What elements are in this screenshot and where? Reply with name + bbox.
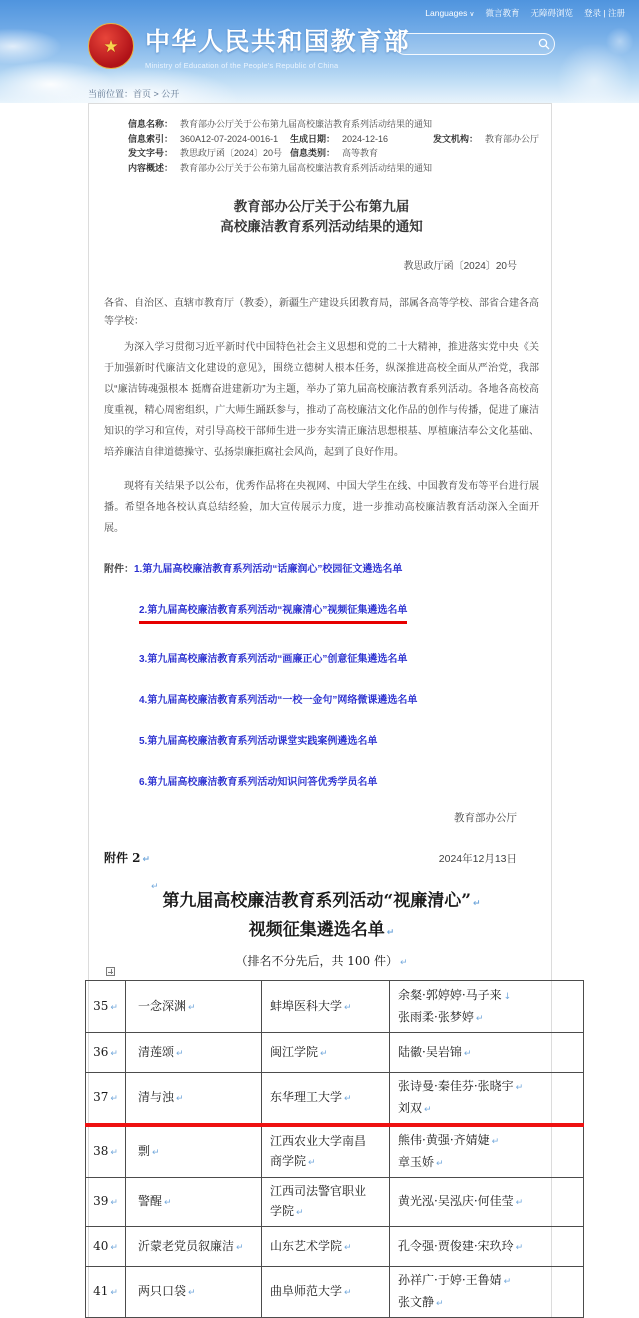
cell-mark: ↵ bbox=[176, 1094, 184, 1104]
cell-mark: ↵ bbox=[344, 1002, 352, 1013]
winners-table bbox=[85, 980, 584, 1318]
cell-mark: ↵ bbox=[152, 1148, 160, 1158]
attachment2-title: 第九届高校廉洁教育系列活动“视廉清心” ↵ 视频征集遴选名单 ↵ bbox=[162, 891, 481, 940]
attachment-list bbox=[104, 560, 539, 788]
cell-mark: ↵ bbox=[344, 1094, 352, 1104]
table-row: 40 ↵ 沂蒙老党员叙廉洁 ↵ 山东艺术学院 ↵ 孔令强·贾俊建·宋玖玲 ↵ bbox=[86, 1227, 584, 1267]
table-row: 38 ↵ 剽 ↵ 江西农业大学南昌 商学院 ↵ 熊伟·黄强·齐婧婕 ↵ 章玉娇 ↵ bbox=[86, 1125, 584, 1178]
notice-doc-number: 教思政厅函〔2024〕20号 bbox=[403, 261, 517, 272]
brand bbox=[88, 22, 410, 70]
attachment2-label: 附件 2 ↵ bbox=[104, 851, 151, 865]
meta-category-label: 信息类别： bbox=[290, 148, 336, 158]
emblem-star-icon: ★ bbox=[103, 36, 119, 56]
attachment-link-1[interactable]: 1.第九届高校廉洁教育系列活动“话廉润心”校园征文遴选名单 bbox=[134, 564, 403, 575]
search-input[interactable] bbox=[395, 34, 534, 54]
cell-mark: ↵ bbox=[515, 1198, 524, 1208]
breadcrumb-home-link[interactable]: 首页 bbox=[133, 89, 152, 99]
paragraph-mark: ↵ bbox=[473, 899, 481, 909]
languages-label: Languages bbox=[425, 8, 468, 18]
cell-mark: ↵ bbox=[296, 1208, 304, 1218]
auth-divider: | bbox=[603, 8, 606, 18]
cell-mark: ↵ bbox=[308, 1158, 316, 1168]
attachment-link-5[interactable]: 5.第九届高校廉洁教育系列活动课堂实践案例遴选名单 bbox=[139, 736, 378, 747]
notice-paragraph-2: 现将有关结果予以公布，优秀作品将在央视网、中国大学生在线、中国教育发布等平台进行展播。希望各地各校认真总结经验，加大宣传展示力度，进一步推动高校廉洁教育活动深入全面开展。 bbox=[104, 481, 539, 534]
document-meta bbox=[128, 117, 539, 175]
cell-mark: ↵ bbox=[424, 1105, 432, 1115]
notice-signer: 教育部办公厅 bbox=[454, 812, 517, 824]
cell-mark: ↵ bbox=[463, 1048, 472, 1059]
cell-mark: ↵ bbox=[188, 1288, 196, 1298]
paragraph-mark: ↵ bbox=[151, 882, 159, 892]
site-title: 中华人民共和国教育部 bbox=[145, 28, 411, 56]
meta-name-value: 教育部办公厅关于公布第九届高校廉洁教育系列活动结果的通知 bbox=[180, 119, 433, 129]
cell-mark: ↵ bbox=[110, 1002, 118, 1013]
cell-mark: ↵ bbox=[110, 1094, 118, 1104]
attachment-link-2[interactable] bbox=[139, 601, 539, 624]
cell-mark: ↵ bbox=[236, 1242, 244, 1253]
notice-paragraph-1: 为深入学习贯彻习近平新时代中国特色社会主义思想和党的二十大精神，推进落实党中央《关于加强新时代廉洁文化建设的意见》，围绕立德树人根本任务，纵深推进高校全面从严治党，我部以“廉洁铸魂强根本 挺膺奋进建新功”为主题，举办了第九届高校廉洁教育系列活动。各地各高校高度重视，精心周密组织，广大师生踊跃参与，推动了高校廉洁文化作品的创作与传播，促进了廉洁知识的学习和宣传，对引导高校干部师生进一步夯实清正廉洁思想根基、厚植廉洁奉公文化基础、培养廉洁自律道德操守、弘扬崇廉拒腐社会风尚，起到了良好作用。 bbox=[104, 342, 539, 458]
cell-mark: ↵ bbox=[110, 1288, 118, 1298]
meta-category-value: 高等教育 bbox=[342, 148, 379, 158]
attachment-link-6[interactable]: 6.第九届高校廉洁教育系列活动知识问答优秀学员名单 bbox=[139, 777, 378, 788]
site-header bbox=[0, 0, 639, 103]
table-row-highlighted: 37 ↵ 清与浊 ↵ 东华理工大学 ↵ 张诗曼·秦佳芬·张晓宇 ↵ 刘双 ↵ bbox=[86, 1073, 584, 1126]
cell-mark: ↵ bbox=[515, 1242, 524, 1253]
notice-date: 2024年12月13日 bbox=[438, 853, 517, 865]
table-row: 41 ↵ 两只口袋 ↵ 曲阜师范大学 ↵ 孙祥广·于婷·王鲁婧 ↵ 张文静 ↵ bbox=[86, 1267, 584, 1318]
site-title-en: Ministry of Education of the People's Republic of China bbox=[145, 61, 339, 70]
winners-table-wrap bbox=[85, 980, 583, 1318]
login-link[interactable]: 登录 bbox=[584, 8, 602, 18]
notice-salutation: 各省、自治区、直辖市教育厅（教委），新疆生产建设兵团教育局，部属各高等学校、部省合建各高等学校： bbox=[104, 298, 539, 327]
cell-mark: ↵ bbox=[110, 1148, 118, 1158]
meta-docno-label: 发文字号： bbox=[128, 148, 174, 158]
cell-mark: ↵ bbox=[344, 1288, 352, 1298]
breadcrumb bbox=[88, 87, 179, 100]
cell-mark: ↵ bbox=[344, 1242, 352, 1253]
meta-gendate-value: 2024-12-16 bbox=[341, 133, 389, 144]
meta-summary-value: 教育部办公厅关于公布第九届高校廉洁教育系列活动结果的通知 bbox=[180, 162, 433, 173]
search-icon[interactable] bbox=[534, 38, 554, 50]
document-panel bbox=[88, 103, 552, 1318]
notice-title: 教育部办公厅关于公布第九届 高校廉洁教育系列活动结果的通知 bbox=[220, 199, 423, 234]
paragraph-mark: ↵ bbox=[386, 928, 395, 938]
cell-mark: ↵ bbox=[320, 1048, 328, 1059]
weiyan-education-link[interactable]: 微言教育 bbox=[485, 8, 520, 18]
cell-mark: ↵ bbox=[436, 1159, 444, 1169]
meta-index-label: 信息索引： bbox=[128, 133, 174, 144]
cell-mark: ↵ bbox=[491, 1137, 500, 1147]
meta-issuer-value: 教育部办公厅 bbox=[484, 133, 539, 144]
linebreak-mark: ↓ bbox=[503, 991, 512, 1002]
cell-mark: ↵ bbox=[164, 1198, 172, 1208]
attachment-2-red-underline: 2.第九届高校廉洁教育系列活动“视廉清心”视频征集遴选名单 bbox=[139, 601, 407, 624]
breadcrumb-section-link[interactable]: 公开 bbox=[161, 89, 180, 99]
meta-name-label: 信息名称： bbox=[128, 119, 174, 129]
national-emblem-logo bbox=[88, 23, 134, 69]
paragraph-mark: ↵ bbox=[142, 855, 151, 865]
breadcrumb-separator: > bbox=[151, 89, 162, 99]
cell-mark: ↵ bbox=[475, 1013, 484, 1024]
auth-links bbox=[584, 7, 625, 19]
chevron-down-icon: ∨ bbox=[469, 11, 475, 18]
accessibility-link[interactable]: 无障碍浏览 bbox=[530, 8, 573, 18]
table-row: 35 ↵ 一念深渊 ↵ 蚌埠医科大学 ↵ 余粲·郭婷婷·马子来 ↓ 张雨柔·张梦婷 ↵ bbox=[86, 981, 584, 1033]
top-links bbox=[425, 7, 625, 19]
cell-mark: ↵ bbox=[503, 1277, 512, 1287]
empty-paragraph bbox=[149, 874, 539, 892]
attachment-link-3[interactable]: 3.第九届高校廉洁教育系列活动“画廉正心”创意征集遴选名单 bbox=[139, 654, 408, 665]
table-row: 36 ↵ 清莲颂 ↵ 闽江学院 ↵ 陆徽·吴岩锦 ↵ bbox=[86, 1033, 584, 1073]
cell-mark: ↵ bbox=[110, 1048, 118, 1059]
meta-index-value: 360A12-07-2024-0016-1 bbox=[180, 133, 279, 144]
table-move-handle-icon[interactable] bbox=[106, 967, 115, 976]
attachment2-subtitle: （排名不分先后，共 100 件） ↵ bbox=[235, 954, 408, 968]
table-row: 39 ↵ 警醒 ↵ 江西司法警官职业 学院 ↵ 黄光泓·吴泓庆·何佳莹 ↵ bbox=[86, 1178, 584, 1227]
paragraph-mark: ↵ bbox=[400, 958, 408, 968]
cell-mark: ↵ bbox=[110, 1242, 118, 1253]
cell-mark: ↵ bbox=[110, 1198, 118, 1208]
breadcrumb-label: 当前位置： bbox=[88, 89, 134, 99]
cell-mark: ↵ bbox=[176, 1048, 184, 1059]
meta-issuer-label: 发文机构： bbox=[432, 133, 478, 144]
meta-summary-label: 内容概述： bbox=[128, 162, 174, 173]
meta-docno-value: 教思政厅函〔2024〕20号 bbox=[180, 148, 283, 158]
cell-mark: ↵ bbox=[515, 1083, 524, 1093]
search-box[interactable] bbox=[394, 33, 555, 55]
cell-mark: ↵ bbox=[188, 1002, 196, 1013]
meta-gendate-label: 生成日期： bbox=[289, 133, 335, 144]
attachments-label: 附件： bbox=[104, 564, 134, 575]
languages-menu[interactable] bbox=[425, 8, 474, 18]
attachment-link-4[interactable]: 4.第九届高校廉洁教育系列活动“一校一金句”网络微课遴选名单 bbox=[139, 695, 418, 706]
register-link[interactable]: 注册 bbox=[607, 8, 625, 18]
cell-mark: ↵ bbox=[436, 1299, 444, 1309]
